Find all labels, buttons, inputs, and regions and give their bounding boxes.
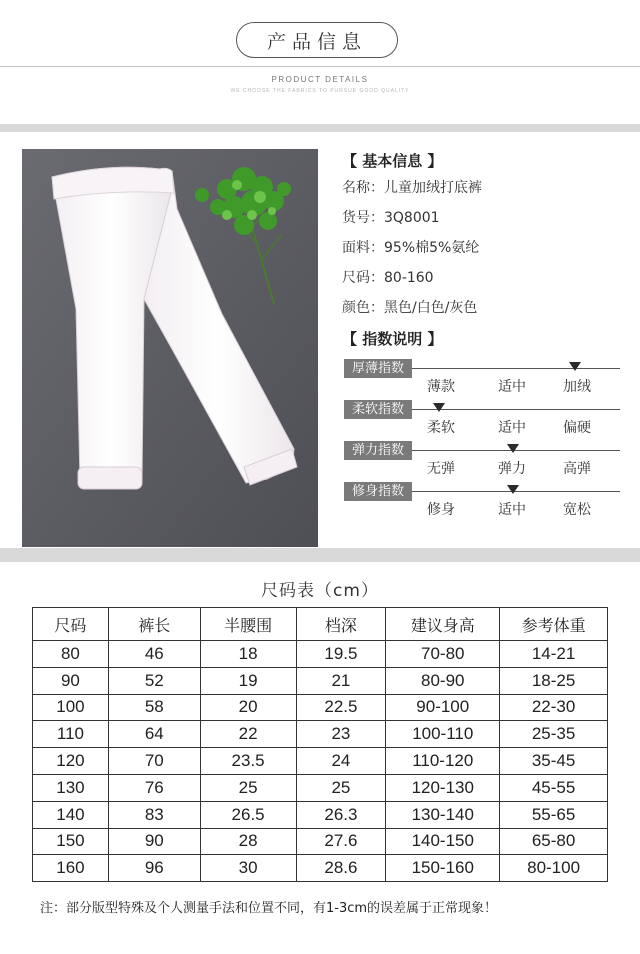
table-cell: 20 — [200, 694, 296, 721]
index-row-softness — [342, 400, 632, 441]
index-row-thickness — [342, 359, 632, 400]
table-cell: 30 — [200, 855, 296, 882]
index-option: 加绒 — [563, 379, 591, 395]
table-cell: 140 — [33, 801, 109, 828]
column-header: 裤长 — [108, 608, 200, 641]
table-cell: 120 — [33, 748, 109, 775]
table-cell: 130-140 — [386, 801, 500, 828]
table-cell: 46 — [108, 641, 200, 668]
table-cell: 83 — [108, 801, 200, 828]
table-cell: 160 — [33, 855, 109, 882]
table-cell: 22.5 — [296, 694, 386, 721]
index-option: 柔软 — [427, 420, 455, 436]
divider-band — [0, 124, 640, 132]
column-header: 半腰围 — [200, 608, 296, 641]
index-scale-line — [412, 368, 620, 369]
column-header: 档深 — [296, 608, 386, 641]
index-label: 弹力指数 — [344, 441, 412, 460]
index-row-elasticity — [342, 441, 632, 482]
table-cell: 18-25 — [500, 667, 608, 694]
table-cell: 19 — [200, 667, 296, 694]
table-cell: 64 — [108, 721, 200, 748]
divider-band — [0, 548, 640, 562]
table-cell: 58 — [108, 694, 200, 721]
table-cell: 23.5 — [200, 748, 296, 775]
index-row-fit — [342, 482, 632, 523]
table-cell: 150-160 — [386, 855, 500, 882]
product-size-range: 尺码：80-160 — [342, 270, 434, 286]
table-cell: 18 — [200, 641, 296, 668]
index-option: 偏硬 — [563, 420, 591, 436]
table-cell: 80 — [33, 641, 109, 668]
table-cell: 21 — [296, 667, 386, 694]
table-cell: 28.6 — [296, 855, 386, 882]
table-cell: 23 — [296, 721, 386, 748]
index-label: 修身指数 — [344, 482, 412, 501]
index-option: 适中 — [498, 420, 526, 436]
table-cell: 19.5 — [296, 641, 386, 668]
table-cell: 27.6 — [296, 828, 386, 855]
header — [0, 0, 640, 124]
table-cell: 70-80 — [386, 641, 500, 668]
table-cell: 25-35 — [500, 721, 608, 748]
info-panel — [342, 149, 632, 523]
header-tagline: WE CHOOSE THE FABRICS TO PURSUE GOOD QUALITY — [230, 88, 410, 94]
size-chart-title: 尺码表（cm） — [261, 581, 379, 601]
product-info-section — [0, 132, 640, 548]
header-subtitle: PRODUCT DETAILS — [271, 75, 369, 84]
product-item-no: 货号：3Q8001 — [342, 210, 440, 226]
product-fabric: 面料：95%棉5%氨纶 — [342, 240, 480, 256]
table-cell: 28 — [200, 828, 296, 855]
product-photo — [22, 149, 318, 547]
table-cell: 110 — [33, 721, 109, 748]
index-option: 高弹 — [563, 461, 591, 477]
index-option: 修身 — [427, 502, 455, 518]
size-note: 注：部分版型特殊及个人测量手法和位置不同，有1-3cm的误差属于正常现象！ — [40, 901, 498, 916]
column-header: 尺码 — [33, 608, 109, 641]
table-cell: 110-120 — [386, 748, 500, 775]
table-cell: 14-21 — [500, 641, 608, 668]
basic-info-title: 【 基本信息 】 — [342, 152, 443, 170]
table-row — [33, 721, 608, 748]
table-cell: 90 — [33, 667, 109, 694]
index-option: 宽松 — [563, 502, 591, 518]
header-rule — [0, 66, 640, 67]
table-row — [33, 774, 608, 801]
table-row — [33, 828, 608, 855]
product-colors: 颜色：黑色/白色/灰色 — [342, 300, 478, 316]
table-cell: 25 — [200, 774, 296, 801]
table-cell: 55-65 — [500, 801, 608, 828]
table-cell: 70 — [108, 748, 200, 775]
column-header: 建议身高 — [386, 608, 500, 641]
table-cell: 130 — [33, 774, 109, 801]
table-cell: 35-45 — [500, 748, 608, 775]
table-row — [33, 694, 608, 721]
table-cell: 140-150 — [386, 828, 500, 855]
size-table — [32, 607, 608, 882]
index-marker-icon — [433, 403, 445, 412]
table-cell: 26.5 — [200, 801, 296, 828]
index-option: 薄款 — [427, 379, 455, 395]
table-cell: 100-110 — [386, 721, 500, 748]
table-cell: 120-130 — [386, 774, 500, 801]
table-cell: 80-100 — [500, 855, 608, 882]
white-leggings-image — [22, 149, 318, 547]
index-option: 无弹 — [427, 461, 455, 477]
table-cell: 22 — [200, 721, 296, 748]
table-row — [33, 855, 608, 882]
index-marker-icon — [569, 362, 581, 371]
table-cell: 90 — [108, 828, 200, 855]
header-title: 产品信息 — [236, 22, 398, 58]
table-row — [33, 641, 608, 668]
table-cell: 45-55 — [500, 774, 608, 801]
size-chart-section — [0, 562, 640, 954]
column-header: 参考体重 — [500, 608, 608, 641]
table-cell: 76 — [108, 774, 200, 801]
table-cell: 100 — [33, 694, 109, 721]
table-cell: 52 — [108, 667, 200, 694]
table-cell: 90-100 — [386, 694, 500, 721]
table-row — [33, 748, 608, 775]
table-cell: 22-30 — [500, 694, 608, 721]
index-option: 适中 — [498, 502, 526, 518]
index-marker-icon — [507, 444, 519, 453]
index-marker-icon — [507, 485, 519, 494]
table-row — [33, 667, 608, 694]
table-header-row — [33, 608, 608, 641]
table-cell: 25 — [296, 774, 386, 801]
index-info-title: 【 指数说明 】 — [342, 330, 443, 348]
table-cell: 26.3 — [296, 801, 386, 828]
index-label: 厚薄指数 — [344, 359, 412, 378]
index-option: 适中 — [498, 379, 526, 395]
table-cell: 96 — [108, 855, 200, 882]
table-row — [33, 801, 608, 828]
index-label: 柔软指数 — [344, 400, 412, 419]
table-cell: 150 — [33, 828, 109, 855]
index-option: 弹力 — [498, 461, 526, 477]
table-cell: 65-80 — [500, 828, 608, 855]
product-name: 名称：儿童加绒打底裤 — [342, 180, 482, 196]
table-cell: 80-90 — [386, 667, 500, 694]
table-cell: 24 — [296, 748, 386, 775]
